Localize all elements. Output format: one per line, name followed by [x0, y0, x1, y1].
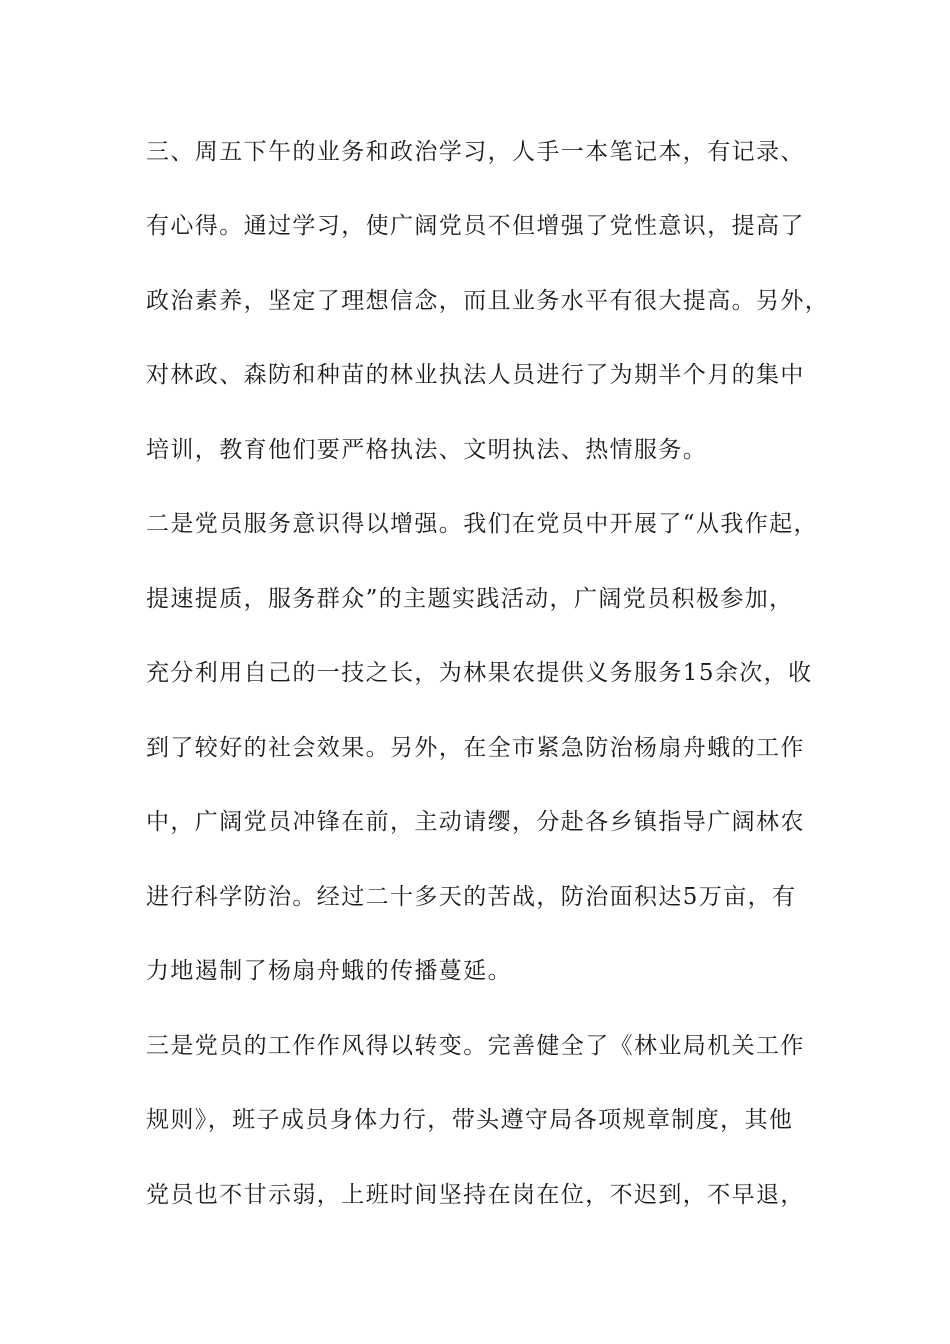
text-line: 党员也不甘示弱，上班时间坚持在岗在位，不迟到，不早退，	[146, 1182, 805, 1208]
text-line: 对林政、森防和种苗的林业执法人员进行了为期半个月的集中	[146, 362, 805, 388]
text-line: 力地遏制了杨扇舟蛾的传播蔓延。	[146, 958, 512, 984]
text-line: 进行科学防治。经过二十多天的苦战，防治面积达5万亩，有	[146, 884, 797, 910]
text-line: 培训，教育他们要严格执法、文明执法、热情服务。	[146, 437, 708, 463]
text-line: 充分利用自己的一技之长，为林果农提供义务服务15余次，收	[146, 660, 813, 686]
text-line: 到了较好的社会效果。另外，在全市紧急防治杨扇舟蛾的工作	[146, 735, 805, 761]
text-line: 有心得。通过学习，使广阔党员不但增强了党性意识，提高了	[146, 213, 805, 239]
text-line: 规则》，班子成员身体力行，带头遵守局各项规章制度，其他	[146, 1107, 794, 1133]
text-line: 三是党员的工作作风得以转变。完善健全了《林业局机关工作	[146, 1033, 805, 1059]
text-line: 提速提质，服务群众”的主题实践活动，广阔党员积极参加，	[146, 586, 794, 612]
text-line: 中，广阔党员冲锋在前，主动请缨，分赴各乡镇指导广阔林农	[146, 809, 805, 835]
text-line: 二是党员服务意识得以增强。我们在党员中开展了“从我作起，	[146, 511, 818, 537]
text-line: 政治素养，坚定了理想信念，而且业务水平有很大提高。另外，	[146, 288, 830, 314]
text-line: 三、周五下午的业务和政治学习，人手一本笔记本，有记录、	[146, 139, 805, 165]
